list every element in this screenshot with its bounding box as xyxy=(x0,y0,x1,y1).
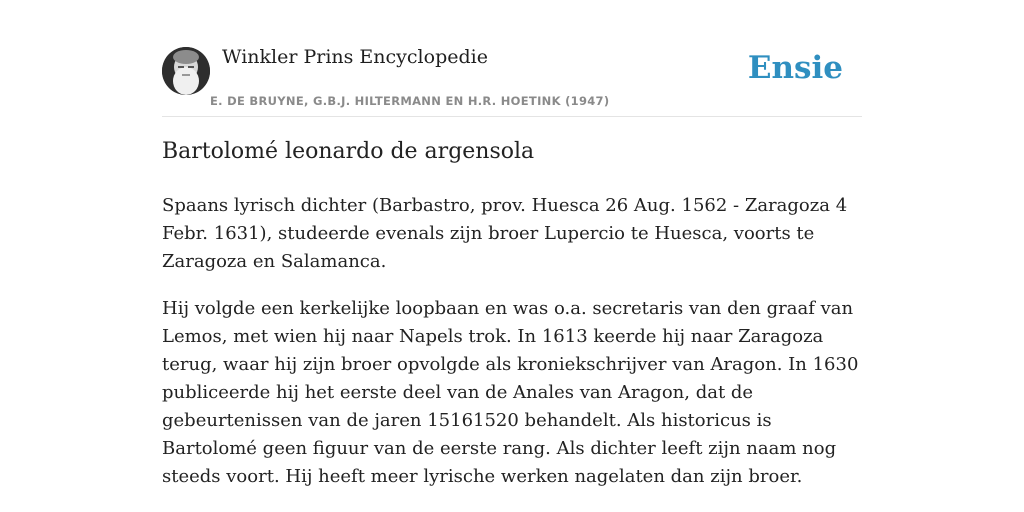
brand-logo[interactable]: Ensie xyxy=(747,50,843,86)
authors-credit: E. DE BRUYNE, G.B.J. HILTERMANN EN H.R. HOETINK (1947) xyxy=(210,94,610,108)
header xyxy=(162,0,862,117)
article-title: Bartolomé leonardo de argensola xyxy=(162,139,535,164)
portrait-icon xyxy=(162,47,210,95)
author-avatar xyxy=(162,47,210,95)
article-paragraph: Spaans lyrisch dichter (Barbastro, prov. Huesca 26 Aug. 1562 - Zaragoza 4 Febr. 1631), studeerde evenals zijn broer Lupercio te Huesca, voorts te Zaragoza en Salamanca. xyxy=(162,195,848,272)
site-title[interactable]: Winkler Prins Encyclopedie xyxy=(222,46,488,68)
article-paragraph: Hij volgde een kerkelijke loopbaan en was o.a. secretaris van den graaf van Lemos, met wien hij naar Napels trok. In 1613 keerde hij naar Zaragoza terug, waar hij zijn broer opvolgde als kroniekschrijver van Aragon. In 1630 publiceerde hij het eerste deel van de Anales van Aragon, dat de gebeurtenissen van de jaren 15161520 behandelt. Als historicus is Bartolomé geen figuur van de eerste rang. Als dichter leeft zijn naam nog steeds voort. Hij heeft meer lyrische werken nagelaten dan zijn broer. xyxy=(162,298,859,487)
page xyxy=(162,0,862,512)
